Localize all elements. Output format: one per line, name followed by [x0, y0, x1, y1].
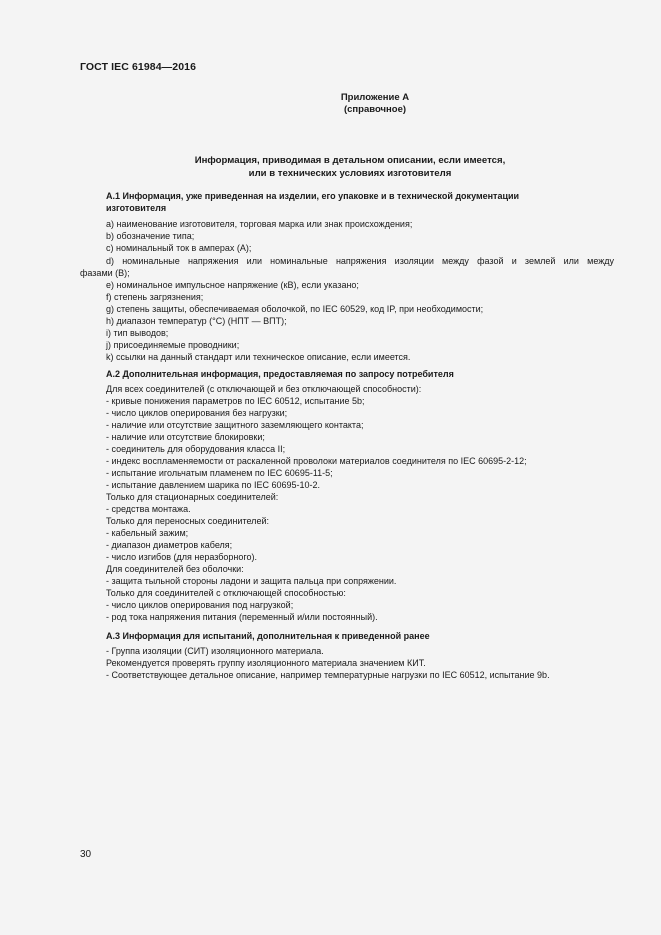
list-item: - Группа изоляции (СИТ) изоляционного материала. — [106, 646, 324, 656]
list-item: e) номинальное импульсное напряжение (кВ), если указано; — [106, 280, 359, 290]
list-item: - число циклов оперирования без нагрузки; — [106, 408, 288, 418]
main-title-line-1: Информация, приводимая в детальном описании, если имеется, — [194, 155, 506, 166]
list-item: - наличие или отсутствие защитного заземляющего контакта; — [106, 420, 364, 430]
page-number: 30 — [80, 849, 92, 860]
list-item: - испытание давлением шарика по IEC 60695-10-2. — [106, 480, 320, 490]
list-item: - средства монтажа. — [106, 504, 191, 514]
list-item: h) диапазон температур (°С) (НПТ — ВПТ); — [106, 316, 287, 326]
list-item: Для всех соединителей (с отключающей и без отключающей способности): — [106, 384, 422, 394]
list-item: - число изгибов (для неразборного). — [106, 552, 257, 562]
annex-title: Приложение А — [340, 92, 410, 103]
list-item: - наличие или отсутствие блокировки; — [106, 432, 265, 442]
list-item: а) наименование изготовителя, торговая марка или знак происхождения; — [106, 219, 413, 229]
list-item: Для соединителей без оболочки: — [106, 564, 244, 574]
list-item: f) степень загрязнения; — [106, 292, 204, 302]
list-item: - кабельный зажим; — [106, 528, 189, 538]
section-a3-heading: А.3 Информация для испытаний, дополнительная к приведенной ранее — [106, 631, 430, 641]
standard-code: ГОСТ IEC 61984—2016 — [80, 61, 197, 73]
list-item: Рекомендуется проверять группу изоляционного материала значением КИТ. — [106, 658, 426, 668]
list-item: g) степень защиты, обеспечиваемая оболочкой, по IEC 60529, код IP, при необходимости; — [106, 304, 484, 314]
annex-subtitle: (справочное) — [343, 104, 407, 115]
list-item: - диапазон диаметров кабеля; — [106, 540, 233, 550]
section-a1-heading: А.1 Информация, уже приведенная на изделии, его упаковке и в технической документации — [106, 191, 520, 201]
section-a1-heading-cont: изготовителя — [106, 203, 167, 213]
section-a2-heading: А.2 Дополнительная информация, предоставляемая по запросу потребителя — [106, 369, 454, 379]
list-item: Только для стационарных соединителей: — [106, 492, 279, 502]
list-item: - кривые понижения параметров по IEC 60512, испытание 5b; — [106, 396, 365, 406]
list-item: b) обозначение типа; — [106, 231, 195, 241]
list-item-cont: фазами (В); — [80, 268, 130, 278]
list-item: - защита тыльной стороны ладони и защита пальца при сопряжении. — [106, 576, 397, 586]
list-item: Только для соединителей с отключающей способностью: — [106, 588, 346, 598]
list-item: k) ссылки на данный стандарт или техническое описание, если имеется. — [106, 352, 411, 362]
list-item: - индекс воспламеняемости от раскаленной проволоки материалов соединителя по IEC 60695-2-12; — [106, 456, 527, 466]
list-item: - род тока напряжения питания (переменный и/или постоянный). — [106, 612, 378, 622]
list-item: - число циклов оперирования под нагрузкой; — [106, 600, 294, 610]
list-item: i) тип выводов; — [106, 328, 169, 338]
list-item: Только для переносных соединителей: — [106, 516, 269, 526]
list-item: - соединитель для оборудования класса II; — [106, 444, 286, 454]
list-item: j) присоединяемые проводники; — [106, 340, 240, 350]
list-item: c) номинальный ток в амперах (А); — [106, 243, 252, 253]
main-title-line-2: или в технических условиях изготовителя — [248, 168, 452, 179]
list-item: - Соответствующее детальное описание, например температурные нагрузки по IEC 60512, испытание 9b. — [106, 670, 550, 680]
list-item: - испытание игольчатым пламенем по IEC 60695-11-5; — [106, 468, 333, 478]
list-item: d) номинальные напряжения или номинальные напряжения изоляции между фазой и землей или между — [106, 256, 614, 266]
